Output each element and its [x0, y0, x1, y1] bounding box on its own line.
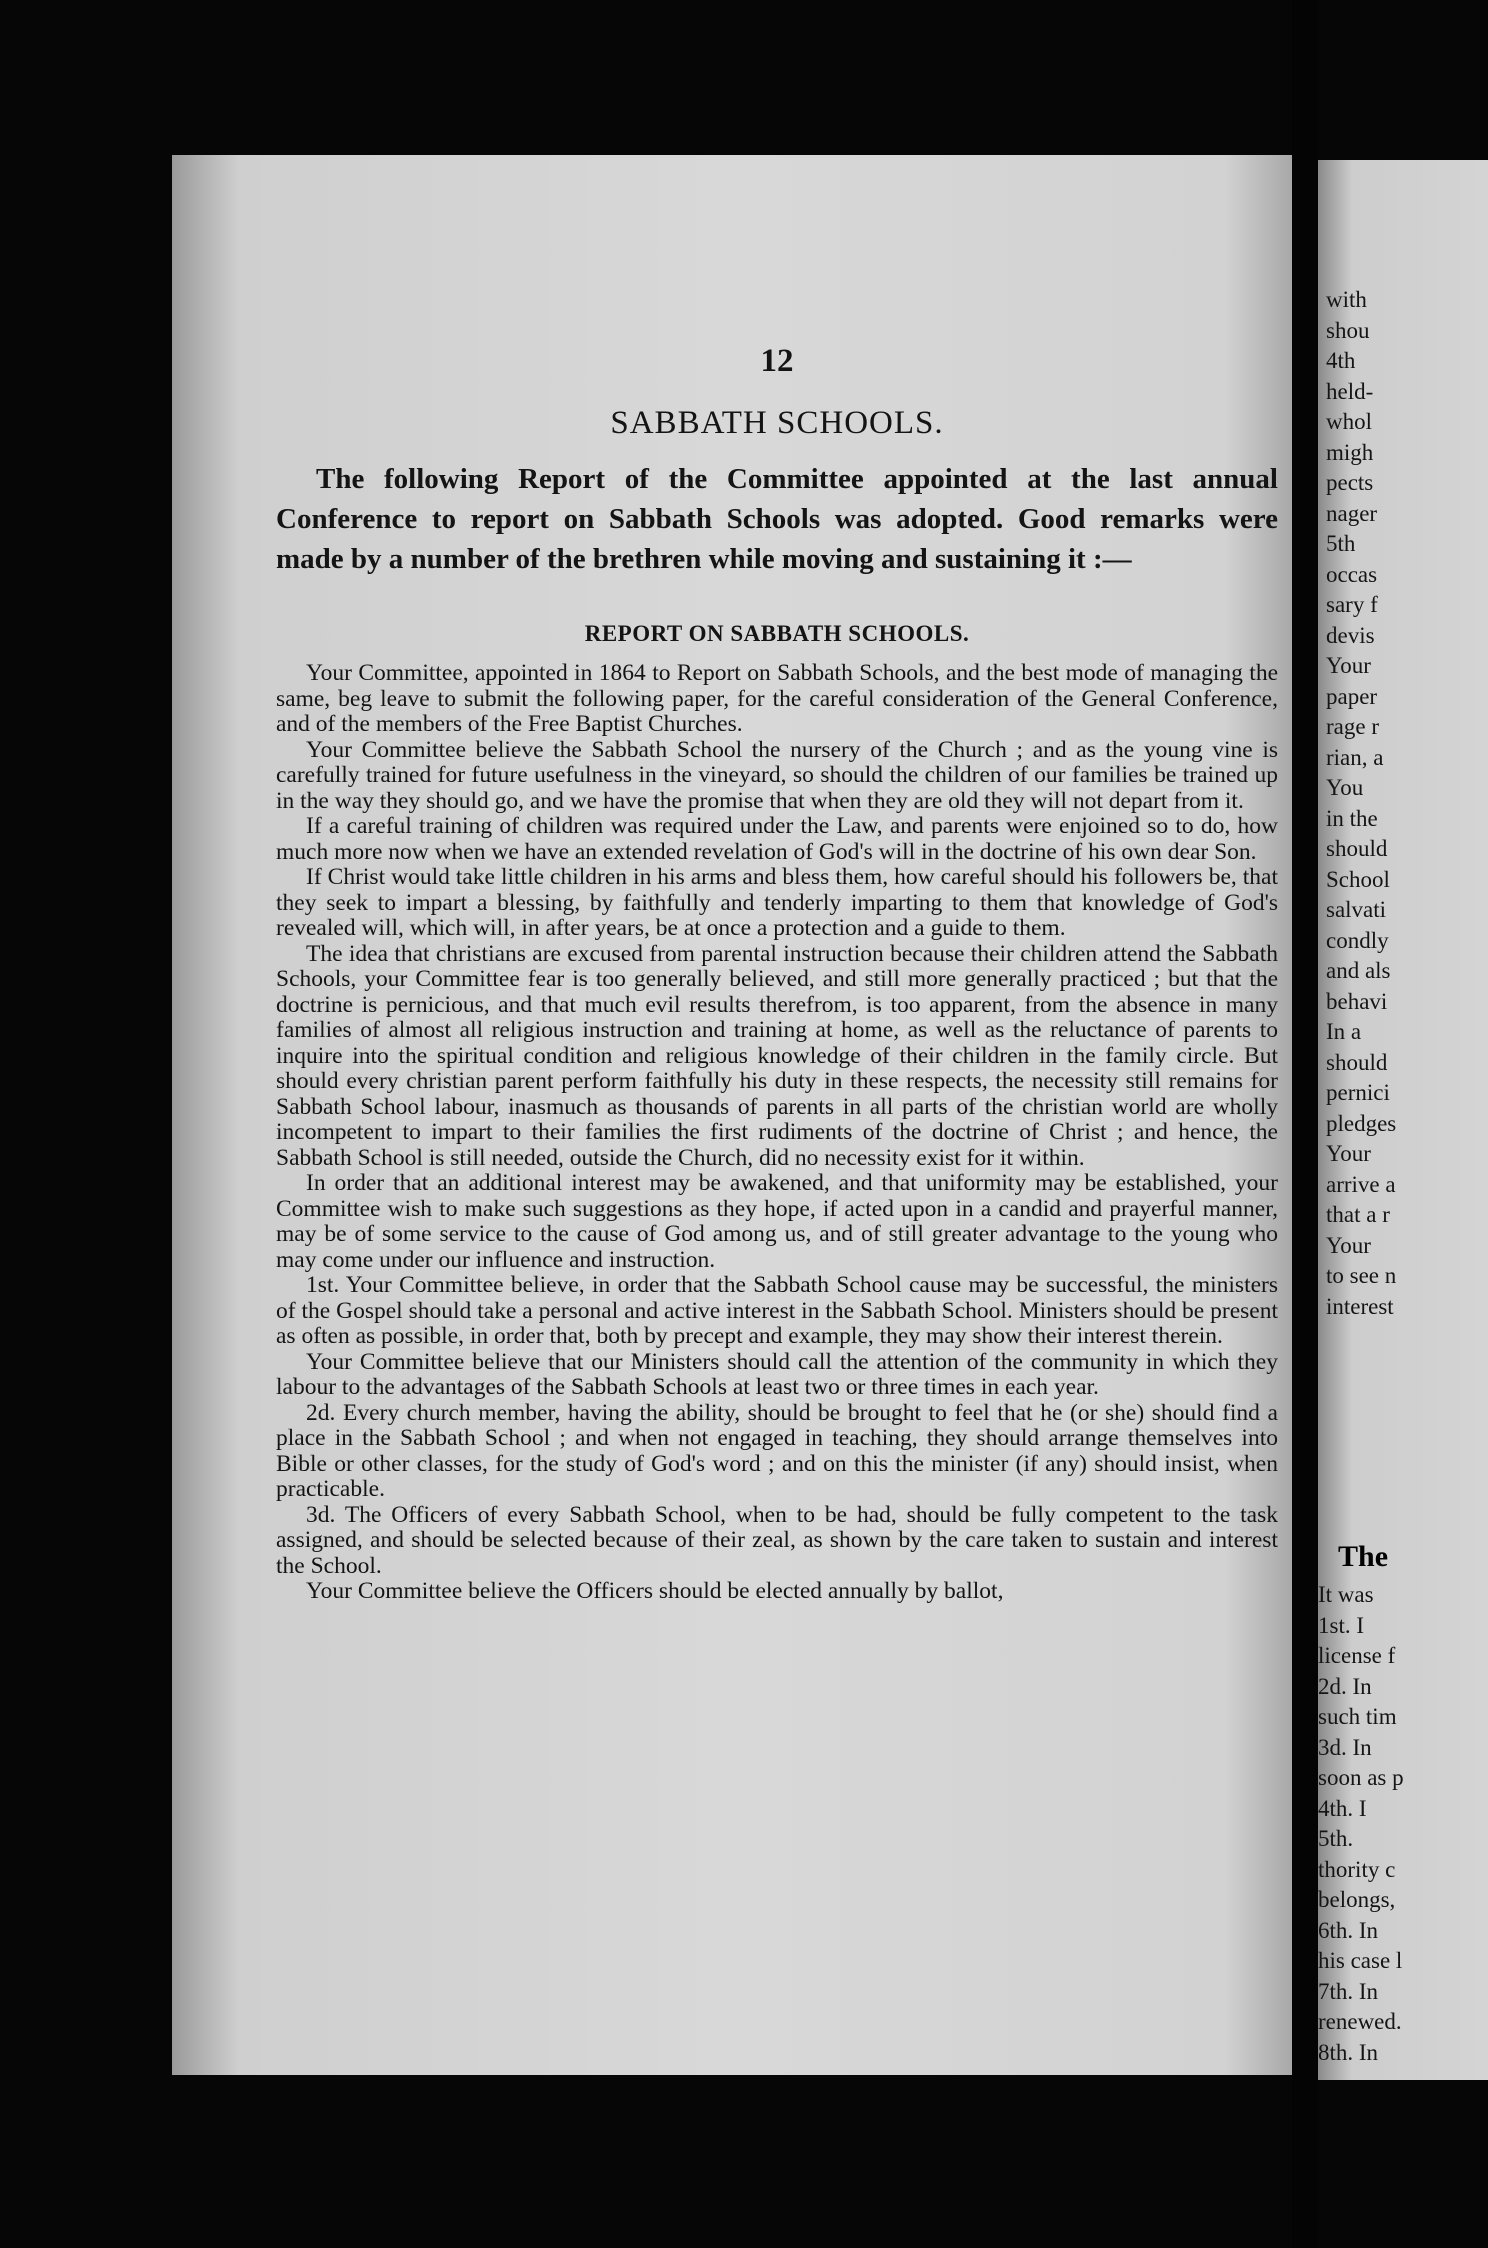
right-page-line: such tim [1318, 1704, 1397, 1729]
report-paragraph: Your Committee believe the Sabbath School the nursery of the Church ; and as the young vine is carefully trained for future usefulness in the vineyard, so should the children of our families be trained up in the way they should go, and we have the promise that when they are old they will not depart from it. [276, 736, 1278, 814]
right-page-line: interest [1326, 1293, 1394, 1319]
report-paragraph: If Christ would take little children in his arms and bless them, how careful should his followers be, that they seek to impart a blessing, by faithfully and tenderly imparting to them that knowledge of God's revealed will, which will, in after years, be at once a protection and a guide to them. [276, 864, 1278, 941]
page-title: SABBATH SCHOOLS. [610, 405, 944, 441]
right-page-line: with [1326, 287, 1367, 312]
right-page-line: School [1326, 866, 1390, 892]
right-page-line: license f [1318, 1643, 1396, 1668]
right-page-fragment [1318, 160, 1488, 2080]
right-page-line: that a r [1326, 1202, 1390, 1227]
report-paragraph: Your Committee believe the Officers should be elected annually by ballot, [306, 1578, 1004, 1604]
report-paragraph: 2d. Every church member, having the ability, should be brought to feel that he (or she) should find a place in the Sabbath School ; and when not engaged in teaching, they should arrange themselves into Bible or other classes, for the study of God's word ; and on this the minister (if any) should insist, when practicable. [276, 1399, 1278, 1502]
right-page-line: rage r [1326, 714, 1379, 739]
right-page-line: arrive a [1326, 1171, 1396, 1197]
right-page-line: devis [1326, 622, 1375, 648]
right-page-line: pledges [1326, 1110, 1397, 1136]
right-page-line: 6th. In [1318, 1917, 1379, 1943]
report-paragraph: In order that an additional interest may be awakened, and that uniformity may be established, your Committee wish to make such suggestions as they hope, if acted upon in a candid and prayerful manner, may be of some service to the cause of God among us, and of still greater advantage to the young who may come under our influence and instruction. [276, 1170, 1278, 1273]
right-page-line: 7th. In [1318, 1978, 1379, 2004]
intro-text [276, 459, 1278, 579]
right-page-line: thority c [1318, 1856, 1396, 1882]
right-page-line: 4th. I [1318, 1795, 1367, 1821]
report-paragraph: 3d. The Officers of every Sabbath School, when to be had, should be fully competent to the task assigned, and should be selected because of their zeal, as shown by the care taken to sustain and interest the School. [276, 1501, 1278, 1579]
right-page-line: pernici [1326, 1080, 1390, 1105]
right-page-line: Your [1326, 1232, 1371, 1258]
right-page-line: should [1326, 836, 1388, 861]
right-page-line: pects [1326, 470, 1374, 495]
right-page-line: Your [1326, 653, 1371, 678]
right-page-line: sary f [1326, 592, 1378, 617]
right-page-line: and als [1326, 958, 1391, 983]
report-paragraph: The idea that christians are excused from parental instruction because their children attend the Sabbath Schools, your Committee fear is too generally believed, and still more generally practiced ; but that the doctrine is pernicious, and that much evil results therefrom, is too apparent, from the absence in many families of almost all religious instruction and training at home, as well as the reluctance of parents to inquire into the spiritual condition and religious knowledge of their children in the family circle. But should every christian parent perform faithfully his duty in these respects, the necessity still remains for Sabbath School labour, inasmuch as thousands of parents in all parts of the christian world are wholly incompetent to impart to their families the first rudiments of the doctrine of Christ ; and hence, the Sabbath School is still needed, outside the Church, did no necessity exist for it within. [276, 940, 1278, 1171]
right-page-line: 1st. I [1318, 1612, 1364, 1638]
report-body [276, 661, 1278, 1605]
report-paragraph: If a careful training of children was required under the Law, and parents were enjoined so to do, how much more now when we have an extended revelation of God's will in the doctrine of his own dear Son. [276, 813, 1278, 865]
right-page-line: salvati [1326, 897, 1387, 922]
right-page-line: in the [1326, 805, 1378, 831]
right-page-line: belongs, [1318, 1887, 1396, 1912]
right-page-line: to see n [1326, 1263, 1397, 1288]
right-page-line: 5th [1326, 531, 1356, 556]
right-page-text-bottom [1318, 1580, 1488, 2068]
left-page [172, 155, 1292, 2075]
right-page-line: whol [1326, 409, 1372, 434]
right-page-text-top [1326, 285, 1486, 1322]
right-page-line: should [1326, 1049, 1388, 1075]
book-gutter [1292, 0, 1318, 2248]
right-page-line: his case l [1318, 1948, 1403, 1973]
right-page-line: 3d. In [1318, 1734, 1372, 1760]
right-page-line: behavi [1326, 988, 1388, 1014]
right-page-line: migh [1326, 439, 1374, 465]
right-page-line: 8th. In [1318, 2039, 1379, 2065]
right-page-line: 2d. In [1318, 1673, 1372, 1699]
right-page-line: rian, a [1326, 744, 1384, 770]
right-page-line: held- [1326, 378, 1374, 404]
right-page-line: 5th. [1318, 1826, 1354, 1851]
page-number: 12 [760, 343, 794, 379]
right-page-line: paper [1326, 683, 1378, 709]
right-page-line: condly [1326, 927, 1389, 953]
intro-paragraph: The following Report of the Committee appointed at the last annual Conference to report on Sabbath Schools was adopted. Good remarks were made by a number of the brethren while moving and sustaining it :— [276, 463, 1278, 575]
right-page-line: shou [1326, 317, 1370, 343]
report-paragraph: Your Committee believe that our Ministers should call the attention of the community in which they labour to the advantages of the Sabbath Schools at least two or three times in each year. [276, 1348, 1278, 1400]
right-page-line: Your [1326, 1141, 1371, 1166]
right-page-line: It was [1318, 1582, 1374, 1607]
right-page-line: 4th [1326, 348, 1356, 373]
report-paragraph: Your Committee, appointed in 1864 to Report on Sabbath Schools, and the best mode of managing the same, beg leave to submit the following paper, for the careful consideration of the General Conference, and of the members of the Free Baptist Churches. [276, 660, 1278, 737]
right-page-line: You [1326, 775, 1364, 800]
report-paragraph: 1st. Your Committee believe, in order that the Sabbath School cause may be successful, the ministers of the Gospel should take a personal and active interest in the Sabbath School. Ministers should be present as often as possible, in order that, both by precept and example, they may show their interest therein. [276, 1272, 1278, 1349]
right-page-line: renewed. [1318, 2009, 1402, 2034]
right-page-heading: The [1338, 1540, 1389, 1573]
report-title: REPORT ON SABBATH SCHOOLS. [584, 621, 970, 646]
right-page-line: In a [1326, 1019, 1362, 1044]
right-page-line: nager [1326, 500, 1378, 526]
right-page-line: occas [1326, 561, 1378, 587]
right-page-line: soon as p [1318, 1765, 1404, 1790]
